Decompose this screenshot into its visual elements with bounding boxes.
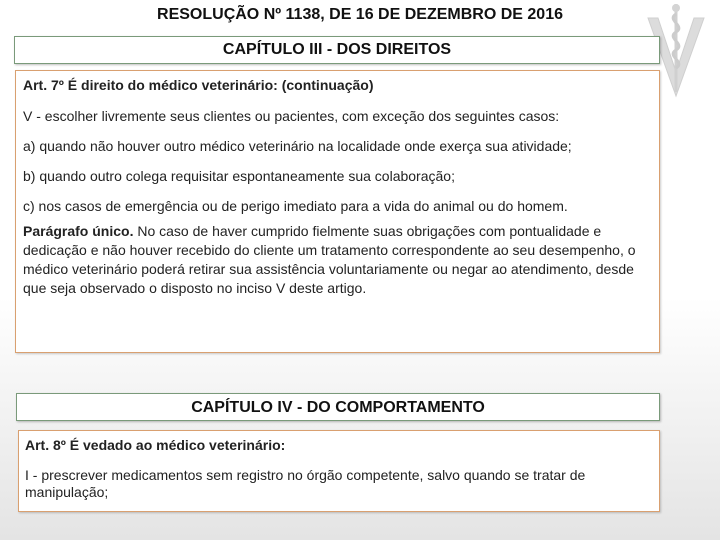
paragrafo-unico-text: No caso de haver cumprido fielmente suas obrigações com pontualidade e dedicação e não houver recebido do cliente um tratamento correspondente ao seu desempenho, o médico veterinário poderá retirar sua assistência voluntariamente ou negar ao atendimento, desde que seja observado o disposto no inciso V deste artigo.	[23, 223, 636, 296]
chapter-4-content-box	[18, 430, 660, 512]
article-7-heading: Art. 7º É direito do médico veterinário: (continuação)	[23, 77, 374, 93]
item-b: b) quando outro colega requisitar espontaneamente sua colaboração;	[23, 168, 455, 184]
paragrafo-unico-label: Parágrafo único.	[23, 223, 134, 239]
chapter-4-heading: CAPÍTULO IV - DO COMPORTAMENTO	[191, 399, 485, 416]
document-title: RESOLUÇÃO Nº 1138, DE 16 DE DEZEMBRO DE 2016	[157, 6, 563, 23]
chapter-3-content-box	[15, 70, 660, 353]
chapter-4-heading-box	[16, 393, 660, 421]
chapter-3-heading-box	[14, 36, 660, 64]
item-c: c) nos casos de emergência ou de perigo imediato para a vida do animal ou do homem.	[23, 198, 568, 214]
chapter-3-heading: CAPÍTULO III - DOS DIREITOS	[222, 41, 452, 58]
article-8-heading: Art. 8º É vedado ao médico veterinário:	[25, 437, 286, 453]
item-a: a) quando não houver outro médico veterinário na localidade onde exerça sua atividade;	[23, 138, 572, 154]
item-v: V - escolher livremente seus clientes ou pacientes, com exceção dos seguintes casos:	[23, 108, 560, 124]
item-i: I - prescrever medicamentos sem registro no órgão competente, salvo quando se tratar de manipulação;	[25, 467, 586, 500]
paragrafo-unico	[23, 222, 653, 298]
